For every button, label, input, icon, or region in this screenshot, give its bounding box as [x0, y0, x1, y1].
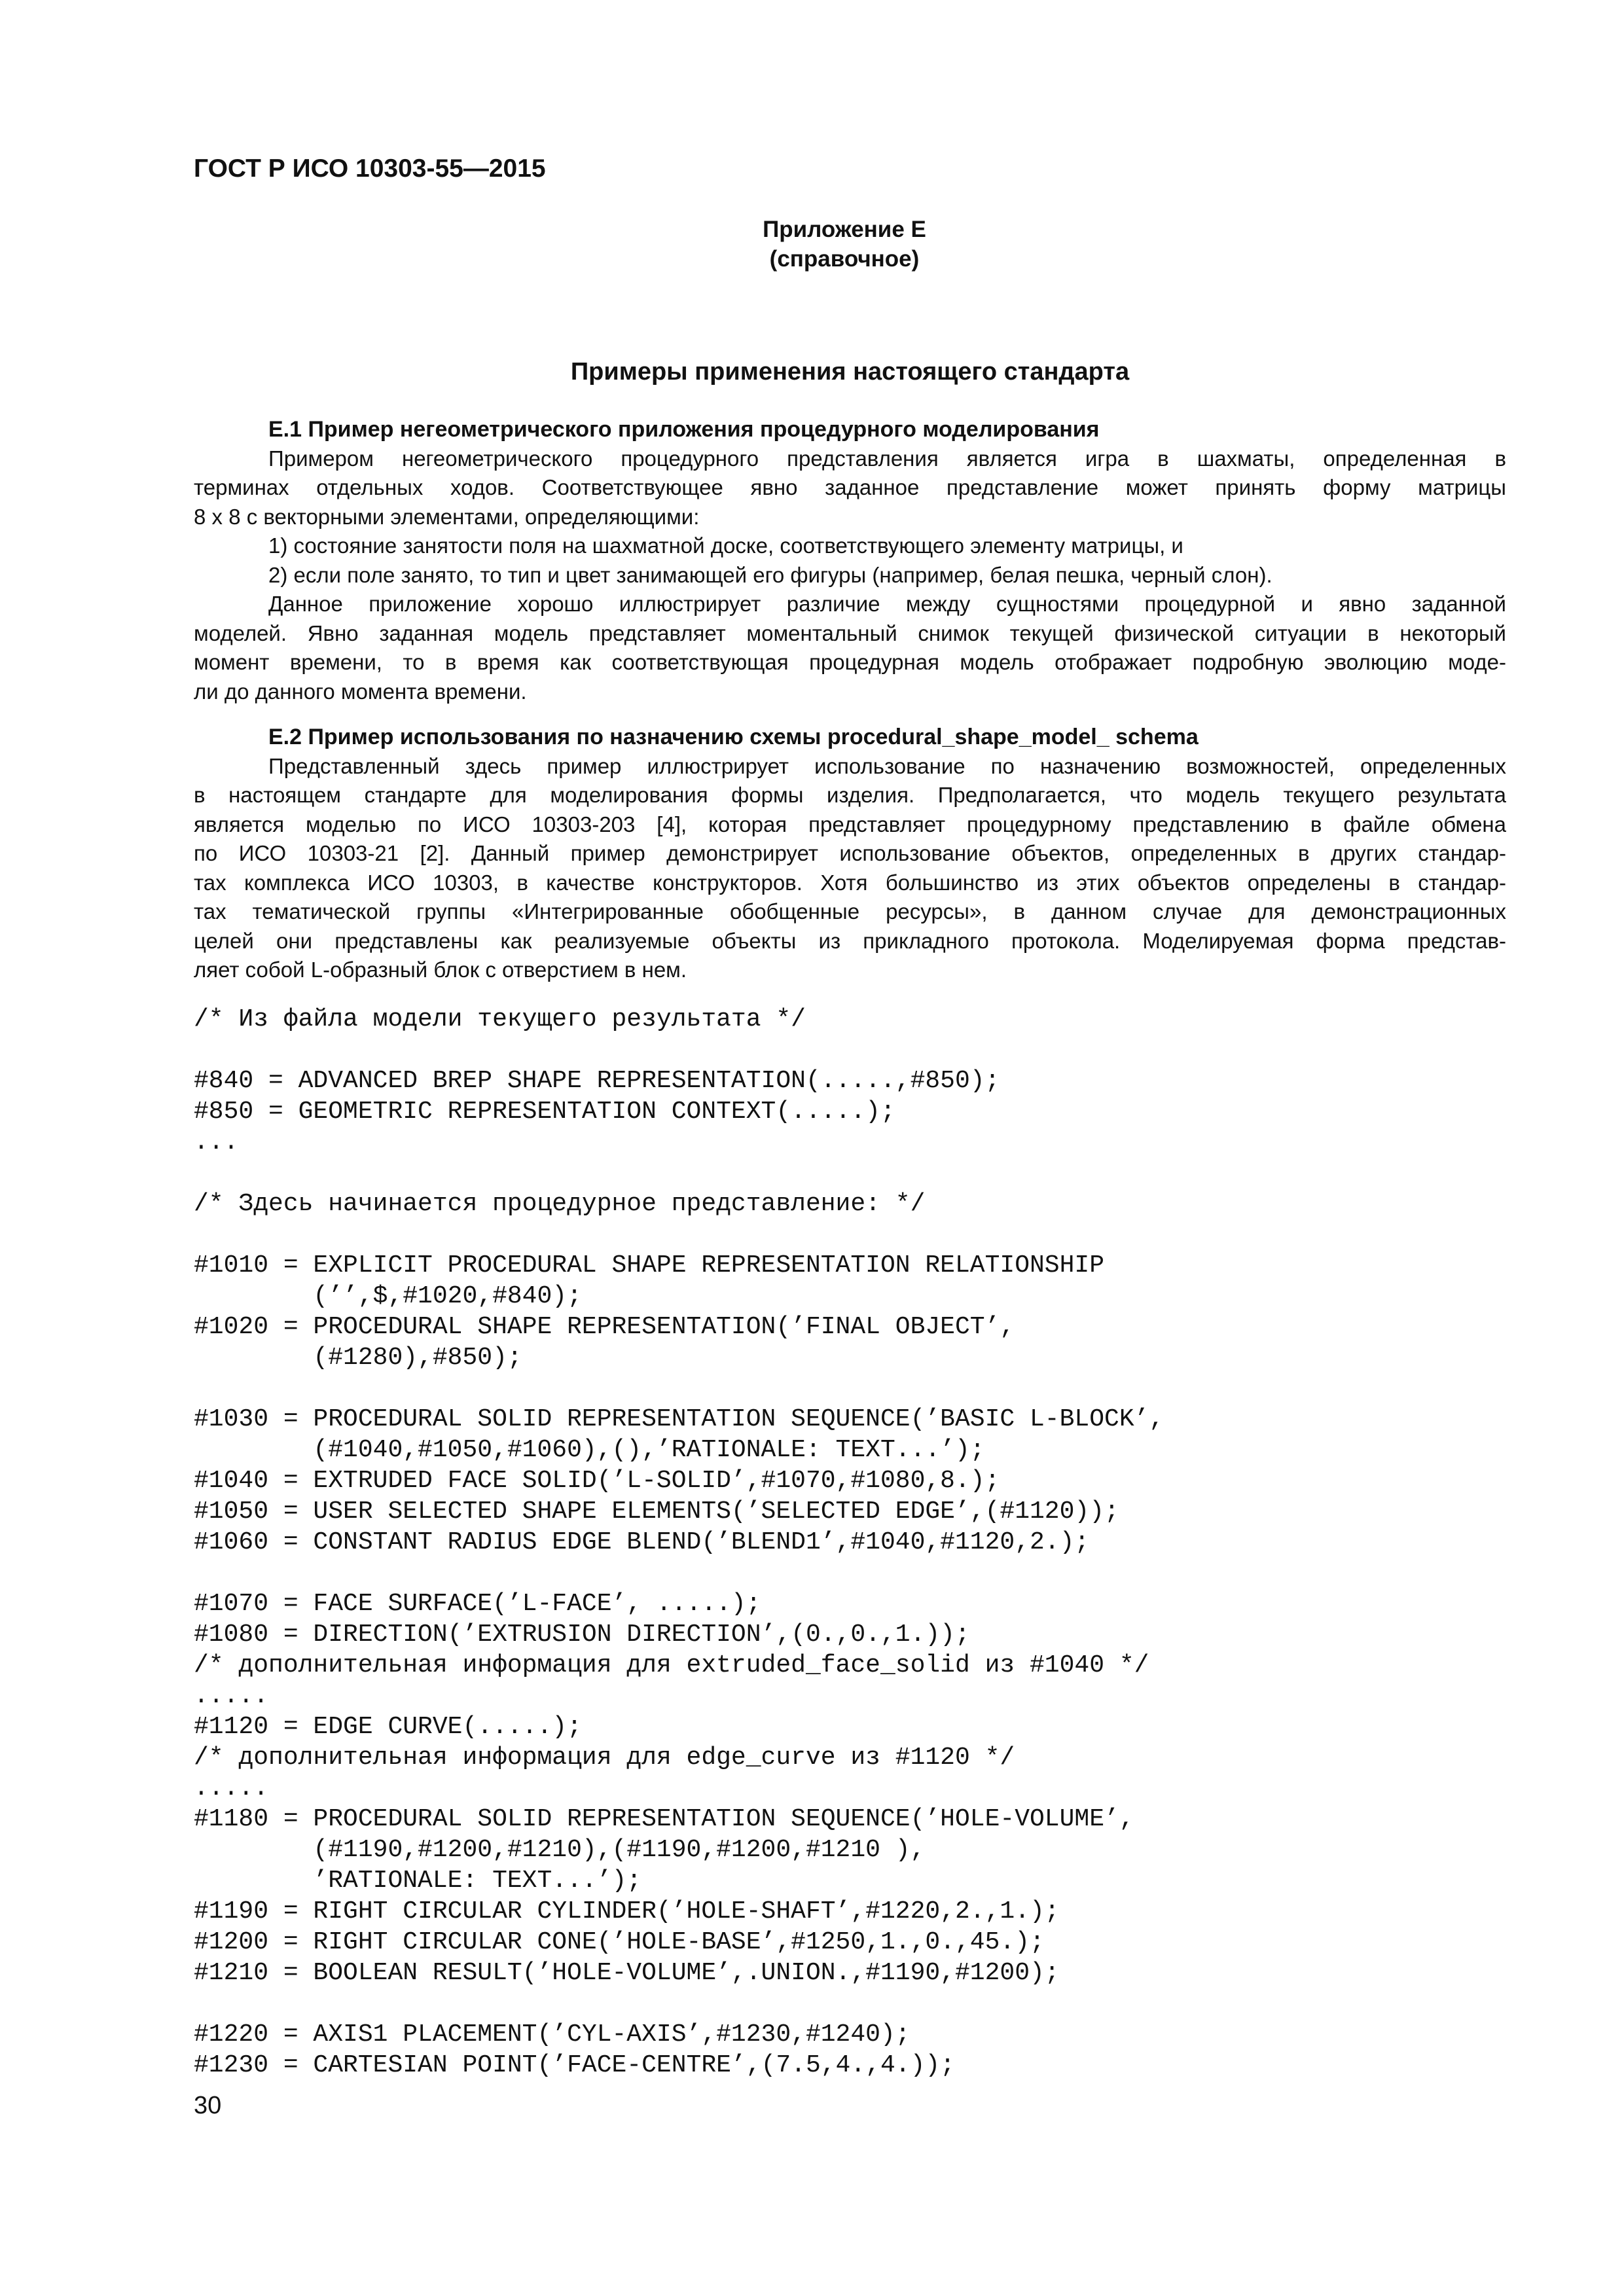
paragraph-line: ли до данного момента времени.	[194, 679, 527, 704]
code-line: (’’,$,#1020,#840);	[194, 1282, 582, 1310]
code-line: ...	[194, 1128, 239, 1157]
code-line: (#1190,#1200,#1210),(#1190,#1200,#1210 ),	[194, 1836, 926, 1864]
code-line: #1050 = USER SELECTED SHAPE ELEMENTS(’SELECTED EDGE’,(#1120));	[194, 1498, 1119, 1526]
appendix-label: Приложение Е	[763, 217, 926, 242]
page-number: 30	[194, 2092, 222, 2119]
code-line: #850 = GEOMETRIC REPRESENTATION CONTEXT(.....);	[194, 1098, 895, 1126]
code-line: #1180 = PROCEDURAL SOLID REPRESENTATION SEQUENCE(’HOLE-VOLUME’,	[194, 1805, 1134, 1833]
paragraph-line: тах комплекса ИСО 10303, в качестве конструкторов. Хотя большинство из этих объектов определены в стандар-	[194, 870, 1506, 895]
list-item: 1) состояние занятости поля на шахматной доске, соответствующего элементу матрицы, и	[268, 533, 1183, 558]
code-line: ’RATIONALE: TEXT...’);	[194, 1867, 642, 1895]
code-line	[194, 1035, 1503, 1066]
code-line: #1120 = EDGE CURVE(.....);	[194, 1713, 582, 1741]
code-listing	[194, 1004, 1503, 2081]
code-line	[194, 1158, 1503, 1189]
paragraph-line: является моделью по ИСО 10303-203 [4], которая представляет процедурному представлению в файле обмена	[194, 812, 1506, 836]
section-e2	[194, 723, 1506, 985]
appendix-type: (справочное)	[769, 246, 920, 272]
list-item: 2) если поле занято, то тип и цвет занимающей его фигуры (например, белая пешка, черный слон).	[268, 562, 1272, 587]
code-line: /* дополнительная информация для edge_curve из #1120 */	[194, 1744, 1015, 1772]
code-line: #840 = ADVANCED BREP SHAPE REPRESENTATION(.....,#850);	[194, 1067, 1000, 1095]
code-line: #1030 = PROCEDURAL SOLID REPRESENTATION SEQUENCE(’BASIC L-BLOCK’,	[194, 1405, 1164, 1433]
code-line: #1190 = RIGHT CIRCULAR CYLINDER(’HOLE-SHAFT’,#1220,2.,1.);	[194, 1897, 1060, 1926]
code-line: #1200 = RIGHT CIRCULAR CONE(’HOLE-BASE’,#1250,1.,0.,45.);	[194, 1928, 1045, 1956]
code-line: (#1280),#850);	[194, 1344, 522, 1372]
code-line: #1060 = CONSTANT RADIUS EDGE BLEND(’BLEND1’,#1040,#1120,2.);	[194, 1528, 1090, 1556]
code-line	[194, 1373, 1503, 1404]
paragraph-line: момент времени, то в время как соответствующая процедурная модель отображает подробную эволюцию моде-	[194, 650, 1506, 674]
paragraph-line: в настоящем стандарте для моделирования формы изделия. Предполагается, что модель текущего результата	[194, 783, 1506, 807]
paragraph-line: Представленный здесь пример иллюстрирует использование по назначению возможностей, определенных	[268, 753, 1506, 778]
code-line: #1010 = EXPLICIT PROCEDURAL SHAPE REPRESENTATION RELATIONSHIP	[194, 1251, 1105, 1280]
document-header: ГОСТ Р ИСО 10303-55—2015	[194, 154, 546, 183]
paragraph-line: Данное приложение хорошо иллюстрирует различие между сущностями процедурной и явно заданной	[268, 592, 1506, 616]
code-line: /* Из файла модели текущего результата */	[194, 1005, 806, 1033]
code-line: #1220 = AXIS1 PLACEMENT(’CYL-AXIS’,#1230,#1240);	[194, 2020, 911, 2049]
paragraph-line: целей они представлены как реализуемые объекты из прикладного протокола. Моделируемая форма представ-	[194, 928, 1506, 953]
code-line: #1070 = FACE SURFACE(’L-FACE’, .....);	[194, 1590, 761, 1618]
paragraph-line: тах тематической группы «Интегрированные обобщенные ресурсы», в данном случае для демонстрационных	[194, 899, 1506, 924]
code-line	[194, 1219, 1503, 1250]
code-line: #1230 = CARTESIAN POINT(’FACE-CENTRE’,(7.5,4.,4.));	[194, 2051, 955, 2079]
paragraph-line: ляет собой L-образный блок с отверстием в нем.	[194, 958, 687, 982]
appendix-title: Примеры применения настоящего стандарта	[570, 358, 1130, 386]
section-e1-heading: Е.1 Пример негеометрического приложения процедурного моделирования	[268, 417, 1100, 442]
code-line: #1080 = DIRECTION(’EXTRUSION DIRECTION’,(0.,0.,1.));	[194, 1621, 970, 1649]
paragraph-line: 8 х 8 с векторными элементами, определяющими:	[194, 504, 700, 529]
paragraph-line: терминах отдельных ходов. Соответствующее явно заданное представление может принять форму матрицы	[194, 475, 1506, 499]
paragraph-line: моделей. Явно заданная модель представляет моментальный снимок текущей физической ситуации в некоторый	[194, 620, 1506, 645]
code-line: /* Здесь начинается процедурное представление: */	[194, 1190, 926, 1218]
code-line: .....	[194, 1682, 269, 1710]
section-e2-heading: Е.2 Пример использования по назначению схемы procedural_shape_model_ schema	[268, 725, 1199, 749]
code-line: /* дополнительная информация для extruded_face_solid из #1040 */	[194, 1651, 1149, 1679]
code-line: #1040 = EXTRUDED FACE SOLID(’L-SOLID’,#1070,#1080,8.);	[194, 1467, 1000, 1495]
code-line	[194, 1558, 1503, 1588]
paragraph-line: по ИСО 10303-21 [2]. Данный пример демонстрирует использование объектов, определенных в других стандар-	[194, 841, 1506, 865]
code-line: #1210 = BOOLEAN RESULT(’HOLE-VOLUME’,.UNION.,#1190,#1200);	[194, 1959, 1060, 1987]
code-line: (#1040,#1050,#1060),(),’RATIONALE: TEXT...’);	[194, 1436, 985, 1464]
paragraph-line: Примером негеометрического процедурного представления является игра в шахматы, определенная в	[268, 446, 1506, 471]
code-line	[194, 1988, 1503, 2019]
code-line: #1020 = PROCEDURAL SHAPE REPRESENTATION(’FINAL OBJECT’,	[194, 1313, 1015, 1341]
section-e1	[194, 415, 1506, 706]
code-line: .....	[194, 1774, 269, 1803]
